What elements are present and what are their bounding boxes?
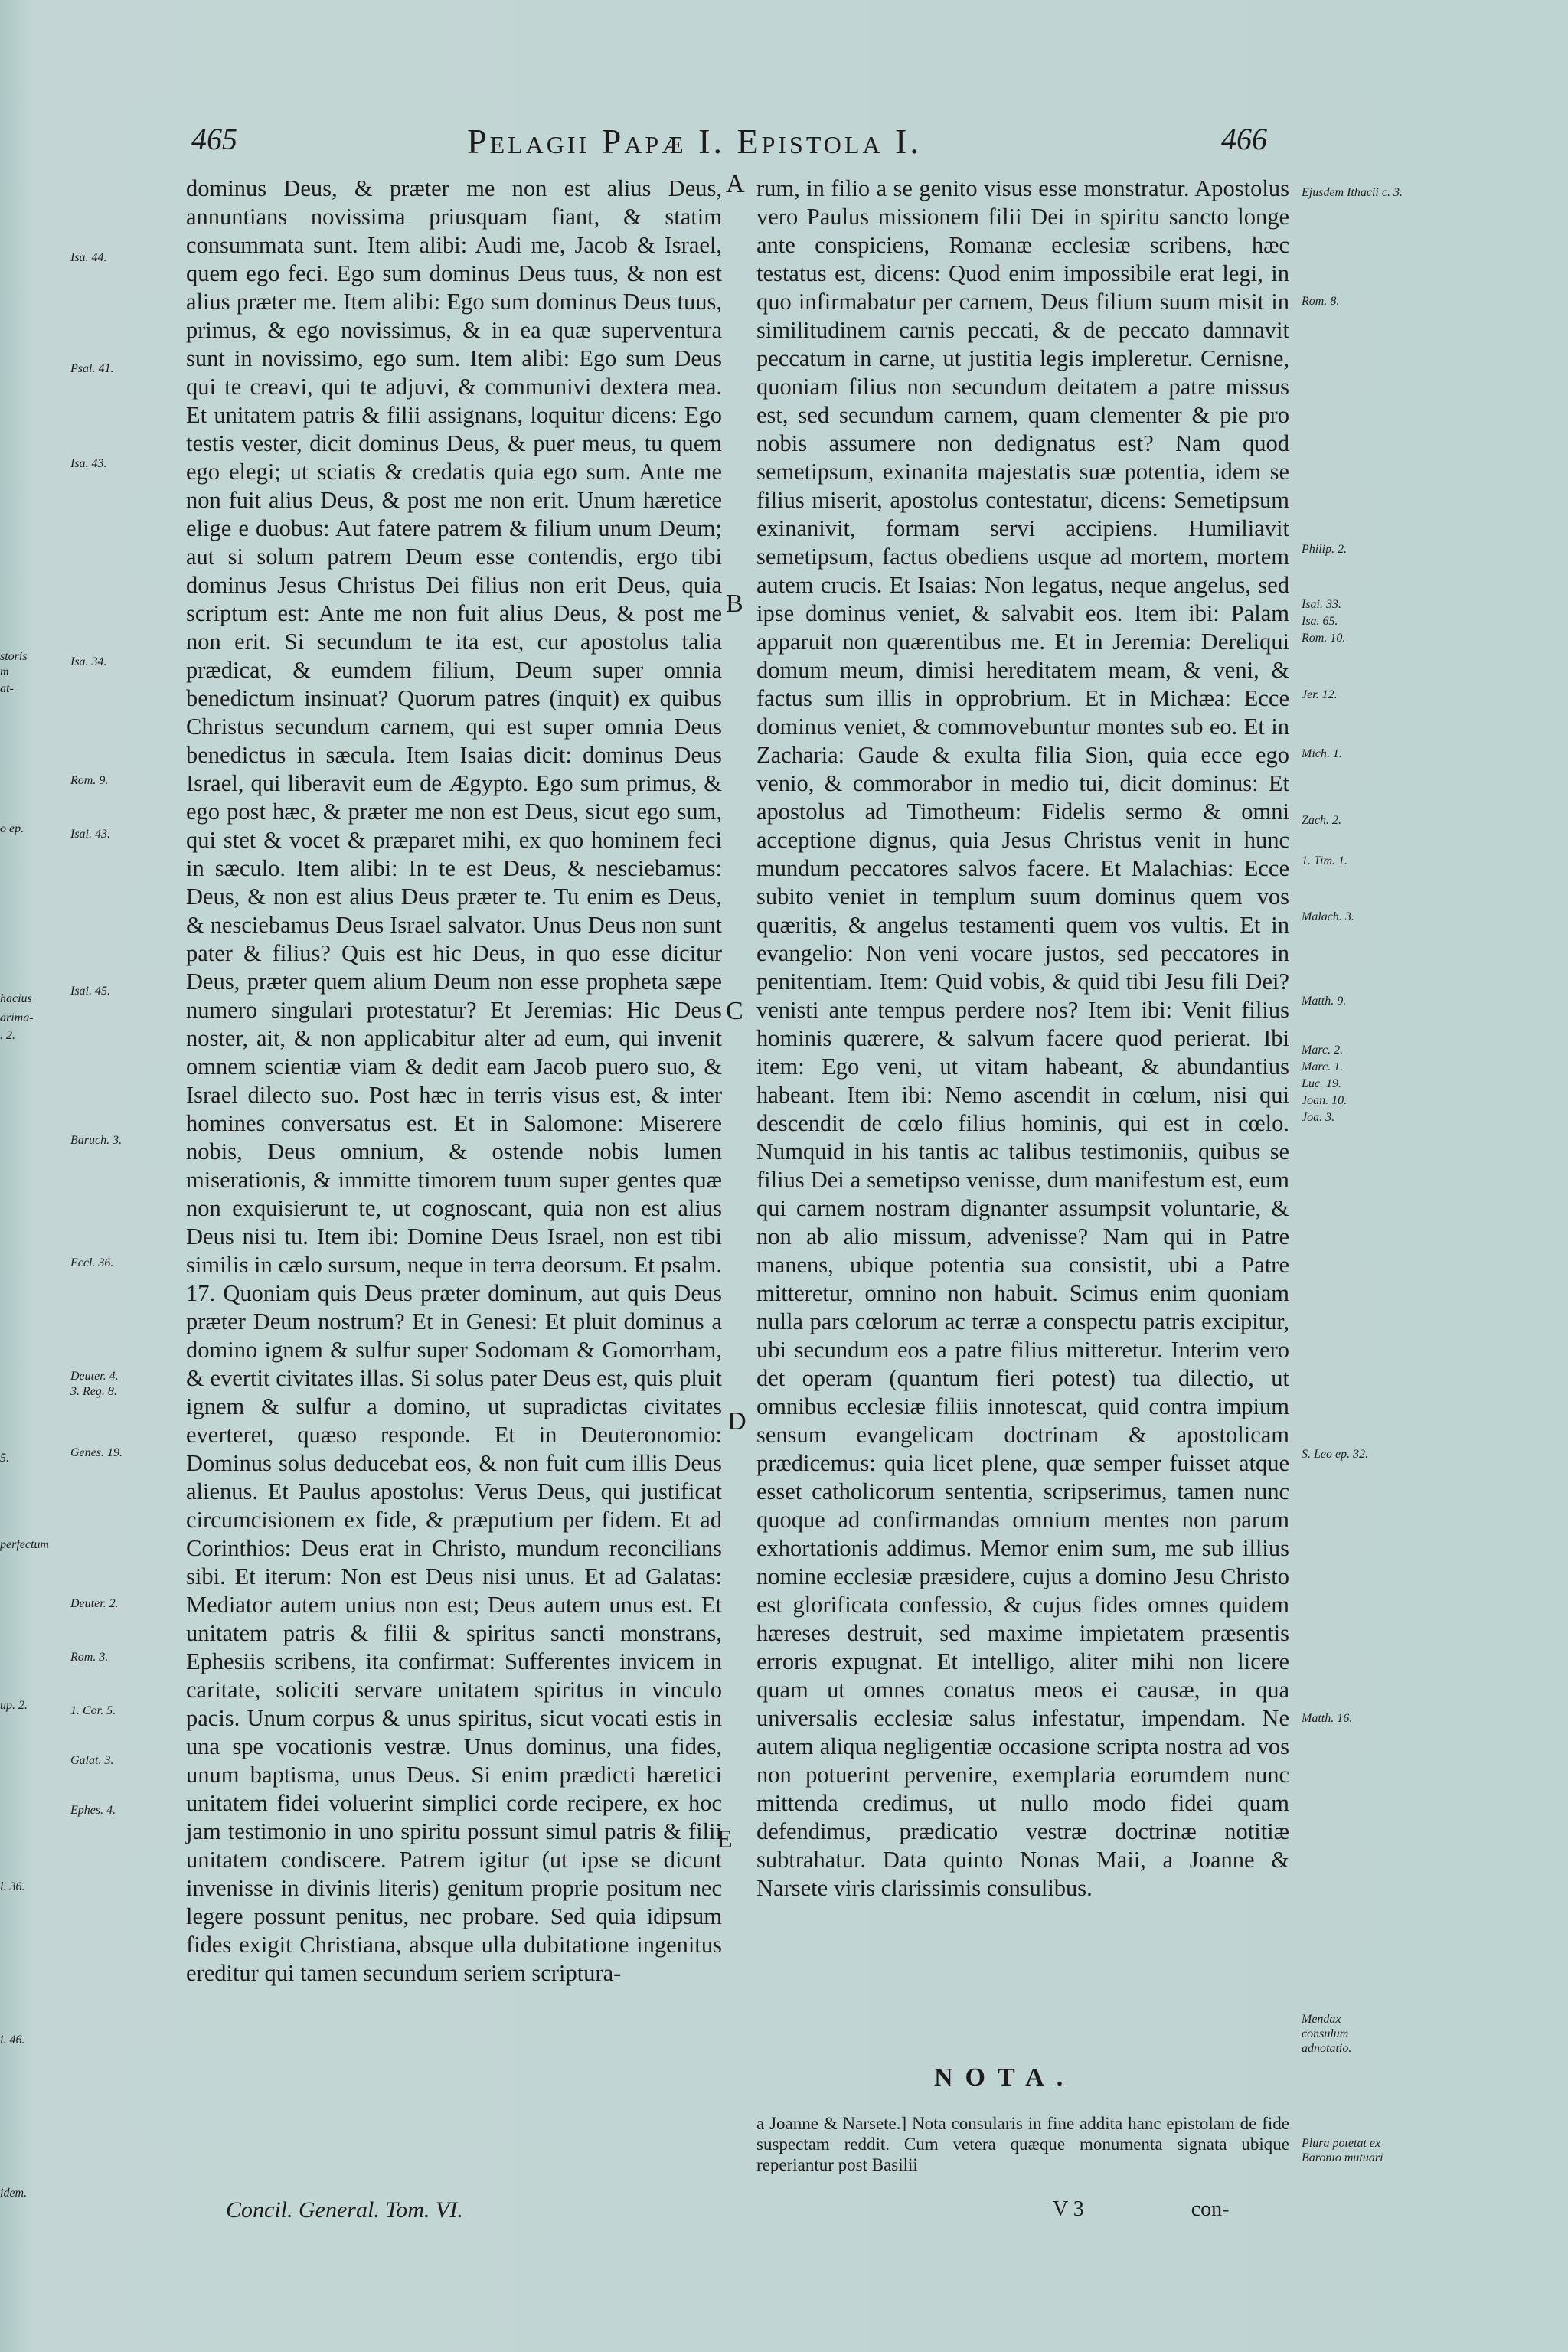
section-letter-e: E <box>717 1825 733 1854</box>
margin-note: Rom. 9. <box>70 774 109 787</box>
left-column-text: dominus Deus, & præter me non est alius Deus, annuntians novissima priusquam fiant, & statim consummata sunt. Item alibi: Audi me, Jacob & Israel, quem ego feci. Ego sum dominus Deus tuus, & non est alius præter me. Item alibi: Ego sum dominus Deus tuus, primus, & ego novissimus, & in ea quæ superventura sunt in novissimo, ego sum. Item alibi: Ego sum Deus qui te creavi, qui te adjuvi, & communivi dextera mea. Et unitatem patris & filii assignans, loquitur dicens: Ego testis vester, dicit dominus Deus, & puer meus, tu quem ego elegi; ut sciatis & credatis quia ego sum. Ante me non fuit alius Deus, & post me non erit. Unum hæretice elige e duobus: Aut fatere patrem & filium unum Deum; aut si solum patrem Deum esse contendis, ergo tibi dominus Jesus Christus Dei filius non erit Deus, quia scriptum est: Ante me non fuit alius Deus, & post me non erit. Si secundum te ita est, cur apostolus talia prædicat, & eumdem filium, Deum super omnia benedictum insinuat? Quorum patres (inquit) ex quibus Christus secundum carnem, qui est super omnia Deus benedictus in sæcula. Item Isaias dicit: dominus Deus Israel, qui liberavit eum de Ægypto. Ego sum primus, & ego post hæc, & præter me non est Deus, sicut ego sum, qui stet & vocet & præparet mihi, ex quo hominem feci in sæculo. Item alibi: In te est Deus, & nesciebamus: Deus, & non est alius Deus præter te. Tu enim es Deus, & nesciebamus Deus Israel salvator. Unus Deus non sunt pater & filius? Quis est hic Deus, in quo esse dicitur Deus, præter quem alium Deum non esse propheta sæpe numero singulari protestatur? Et Jeremias: Hic Deus noster, ait, & non applicabitur alter ad eum, qui invenit omnem scientiæ viam & dedit eam Jacob puero suo, & Israel dilecto suo. Post hæc in terris visus est, & inter homines conversatus est. Et in Salomone: Miserere nobis, Deus omnium, & ostende nobis lumen miserationis, & immitte timorem tuum super gentes quæ non exquisierunt te, ut cognoscant, quia non est alius Deus nisi tu. Item ibi: Domine Deus Israel, non est tibi similis in cælo sursum, neque in terra deorsum. Et psalm. 17. Quoniam quis Deus præter dominum, aut quis Deus præter Deum nostrum? Et in Genesi: Et pluit dominus a domino ignem & sulfur super Sodomam & Gomorrham, & evertit civitates illas. Si solus pater Deus est, quis pluit ignem & sulfur a domino, ut supradictas civitates everteret, quæso responde. Et in Deuteronomio: Dominus solus deducebat eos, & non fuit cum illis Deus alienus. Et Paulus apostolus: Verus Deus, qui justificat circumcisionem ex fide, & præputium per fidem. Et ad Corinthios: Deus erat in Christo, mundum reconcilians sibi. Et iterum: Non est Deus nisi unus. Et ad Galatas: Mediator autem unius non est; Deus autem unus est. Et unitatem patris & filii & spiritus sancti monstrans, Ephesiis scribens, ita confirmat: Sufferentes invicem in caritate, soliciti servare unitatem spiritus in vinculo pacis. Unum corpus & unus spiritus, sicut vocati estis in una spe vocationis vestræ. Unus dominus, una fides, unum baptisma, unus Deus. Si enim prædicti hæretici unitatem fidei voluerint simplici corde recipere, ex hoc jam testimonio in uno spiritu possunt simul patris & filii unitatem condiscere. Patrem igitur (ut ipse se dicunt invenisse in divinis literis) genitum proprie positum nec legere possunt penitus, nec probare. Sed quia idipsum fides exigit Christiana, absque ulla dubitatione ingenitus ereditur qui tamen secundum seriem scriptura- <box>186 175 722 1986</box>
edge-note: 5. <box>0 1452 9 1465</box>
margin-note: Jer. 12. <box>1302 688 1338 701</box>
margin-note: Isa. 65. <box>1302 615 1338 628</box>
sheet-mark: V 3 <box>1053 2197 1084 2221</box>
section-letter-b: B <box>726 590 743 618</box>
page-header <box>0 121 1568 175</box>
margin-note: Rom. 8. <box>1302 295 1340 308</box>
section-letter-c: C <box>726 997 743 1025</box>
margin-note: Isa. 43. <box>70 457 107 470</box>
margin-note: Mich. 1. <box>1302 747 1342 760</box>
edge-note: i. 46. <box>0 2034 25 2047</box>
margin-note: Luc. 19. <box>1302 1077 1341 1090</box>
page-number-right: 466 <box>1221 122 1267 156</box>
margin-note: Matth. 16. <box>1302 1712 1353 1725</box>
margin-note: Genes. 19. <box>70 1446 122 1459</box>
edge-note: l. 36. <box>0 1880 25 1893</box>
margin-note: Matth. 9. <box>1302 995 1347 1008</box>
margin-note: Ejusdem Ithacii c. 3. <box>1302 186 1403 199</box>
margin-note: Galat. 3. <box>70 1754 114 1767</box>
nota-heading: NOTA. <box>934 2063 1076 2092</box>
edge-note: idem. <box>0 2187 28 2200</box>
page-number-left: 465 <box>191 122 237 156</box>
margin-note: Baruch. 3. <box>70 1134 122 1147</box>
right-column-text: rum, in filio a se genito visus esse monstratur. Apostolus vero Paulus missionem filii Dei in spiritu sancto longe ante conspiciens, Romanæ ecclesiæ scribens, hæc testatus est, dicens: Quod enim impossibile erat legi, in quo infirmabatur per carnem, Deus filium suum misit in similitudinem carnis peccati, & de peccato damnavit peccatum in carne, ut justitia legis impleretur. Cernisne, quoniam filius non secundum deitatem a patre missus est, sed secundum carnem, quam clementer & pie pro nobis assumere non dedignatus est? Nam quod semetipsum, exinanita majestatis suæ potentia, idem se filius miserit, apostolus contestatur, dicens: Semetipsum exinanivit, formam servi accipiens. Humiliavit semetipsum, factus obediens usque ad mortem, mortem autem crucis. Et Isaias: Non legatus, neque angelus, sed ipse dominus veniet, & salvabit eos. Item ibi: Palam apparuit non quærentibus me. Et in Jeremia: Dereliqui domum meum, dimisi hereditatem meam, & veni, & factus sum illis in opprobrium. Et in Michæa: Ecce dominus veniet, & commovebuntur montes sub eo. Et in Zacharia: Gaude & exulta filia Sion, quia ecce ego venio, & commorabor in medio tui, dicit dominus: Et apostolus ad Timotheum: Fidelis sermo & omni acceptione dignus, quia Jesus Christus venit in hunc mundum peccatores salvos facere. Et Malachias: Ecce subito veniet in templum suum dominus quem vos quæritis, & angelus testamenti quem vos vultis. Et in evangelio: Non veni vocare justos, sed peccatores in penitentiam. Item: Quid vobis, & quid tibi Jesu fili Dei? venisti ante tempus perdere nos? Item ibi: Venit filius hominis quærere, & salvum facere quod perierat. Ibi item: Ego veni, ut vitam habeant, & abundantius habeant. Item ibi: Nemo ascendit in cœlum, nisi qui descendit de cœlo filius hominis, qui est in cœlo. Numquid in his tantis ac talibus testimoniis, quibus se filius Dei a semetipso venisse, dum manifestum est, eum qui carnem nostram dignanter assumpsit voluntarie, & non ab alio missum, advenisse? Nam qui in Patre manens, ubique potentia sua consistit, ubi a Patre mitteretur, omnino non habuit. Scimus enim quoniam nulla pars cœlorum ac terræ a conspectu patris excipitur, ubi secundum eos a patre filius mitteretur. Interim vero det operam (quantum fieri potest) tua dilectio, ut omnibus ecclesiæ filiis innotescat, quid contra impium sensum evangelicam doctrinam & apostolicam prædicemus: quia licet plene, quæ semper fuisset atque esset catholicorum sententia, scripserimus, tamen nunc quoque ad confirmandas omnium mentes non parum exhortationis addimus. Memor enim sum, me sub illius nomine ecclesiæ præsidere, cujus a domino Jesu Christo est glorificata confessio, & cujus fides omnes quidem hæreses destruit, sed maxime impietatem præsentis erroris expugnat. Et intelligo, aliter mihi non licere quam ut omnes conatus meos ei causæ, in qua universalis ecclesiæ salus infestatur, impendam. Ne autem aliqua negligentiæ occasione scripta nostra ad vos non potuerint pervenire, exemplaria eorumdem nunc mittenda credimus, ut nullo modo fidei quam defendimus, prædicatio vestræ doctrinæ notitiæ subtrahatur. Data quinto Nonas Maii, a Joanne & Narsete viris clarissimis consulibus. <box>756 175 1289 1901</box>
margin-note: Marc. 1. <box>1302 1060 1344 1073</box>
margin-note: Isai. 43. <box>70 828 110 841</box>
footer-marks <box>1053 2197 1229 2222</box>
margin-note: Ephes. 4. <box>70 1804 116 1817</box>
margin-note: 1. Cor. 5. <box>70 1704 116 1717</box>
margin-note: Malach. 3. <box>1302 910 1354 923</box>
margin-note: Isai. 45. <box>70 985 110 998</box>
edge-note: hacius <box>0 992 32 1005</box>
margin-note: Rom. 10. <box>1302 632 1346 645</box>
margin-note: Marc. 2. <box>1302 1044 1344 1057</box>
edge-note: . 2. <box>0 1029 15 1042</box>
margin-note: Isai. 33. <box>1302 598 1341 611</box>
margin-note: Mendax consulum adnotatio. <box>1302 2013 1352 2055</box>
running-title: Pelagii Papæ I. Epistola I. <box>467 122 922 161</box>
margin-note: 1. Tim. 1. <box>1302 854 1348 867</box>
edge-note: m <box>0 665 9 678</box>
margin-note: Joan. 10. <box>1302 1094 1348 1107</box>
margin-note: S. Leo ep. 32. <box>1302 1448 1369 1461</box>
edge-note: arima- <box>0 1011 34 1024</box>
section-letter-d: D <box>727 1407 746 1436</box>
right-column <box>756 175 1289 1903</box>
margin-note: Plura potetat ex Baronio mutuari <box>1302 2137 1383 2164</box>
nota-body: a Joanne & Narsete.] Nota consularis in fine addita hanc epistolam de fide suspectam reddit. Cum vetera quæque monumenta signata ubique reperiantur post Basilii <box>756 2114 1289 2174</box>
catchword: con- <box>1191 2197 1230 2221</box>
binding-gutter <box>0 0 32 2352</box>
margin-note: Philip. 2. <box>1302 543 1348 556</box>
margin-note: Isa. 44. <box>70 251 107 264</box>
margin-note: Eccl. 36. <box>70 1256 114 1269</box>
margin-note: Deuter. 4. <box>70 1370 119 1383</box>
edge-note: up. 2. <box>0 1699 28 1712</box>
edge-note: storis <box>0 650 28 663</box>
edge-note: at- <box>0 682 14 695</box>
margin-note: Psal. 41. <box>70 362 114 375</box>
margin-note: Joa. 3. <box>1302 1111 1335 1124</box>
signature-line: Concil. General. Tom. VI. <box>226 2197 463 2223</box>
margin-note: Deuter. 2. <box>70 1597 119 1610</box>
left-column <box>186 175 722 1988</box>
margin-note: Isa. 34. <box>70 655 107 668</box>
margin-note: 3. Reg. 8. <box>70 1385 117 1398</box>
margin-note: Rom. 3. <box>70 1651 109 1664</box>
margin-note: Zach. 2. <box>1302 814 1341 827</box>
section-letter-a: A <box>726 170 745 198</box>
edge-note: perfectum <box>0 1538 49 1551</box>
edge-note: o ep. <box>0 822 24 835</box>
